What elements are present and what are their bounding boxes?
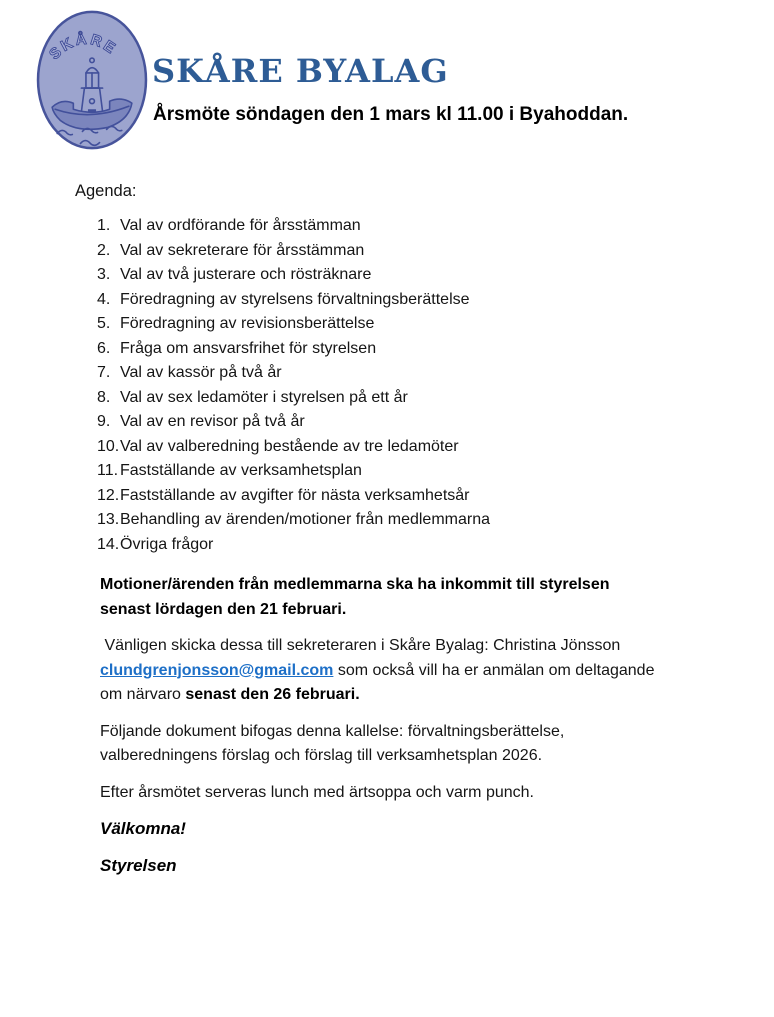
motions-deadline-paragraph <box>100 573 747 622</box>
agenda-item-number: 2. <box>97 241 111 259</box>
agenda-item-number: 13. <box>97 511 120 528</box>
agenda-item-text: Fastställande av verksamhetsplan <box>120 462 362 479</box>
page-title: SKÅRE BYALAG <box>152 52 449 90</box>
skare-byalag-logo <box>35 9 149 151</box>
agenda-item-number: 1. <box>97 217 111 234</box>
paragraph-line <box>100 659 747 684</box>
agenda-item <box>97 508 747 533</box>
rsvp-deadline: senast den 26 februari. <box>185 686 360 703</box>
paragraph-line: Följande dokument bifogas denna kallelse: förvaltningsberättelse, <box>100 722 565 740</box>
agenda-item-text: Val av valberedning bestående av tre ledamöter <box>120 437 459 455</box>
agenda-item <box>97 263 747 288</box>
agenda-item <box>97 312 747 337</box>
agenda-item-text: Fastställande av avgifter för nästa verksamhetsår <box>120 486 470 504</box>
agenda-item-text: Behandling av ärenden/motioner från medlemmarna <box>120 511 490 528</box>
agenda-item <box>97 337 747 362</box>
paragraphs <box>100 573 747 878</box>
agenda-item-text: Fråga om ansvarsfrihet för styrelsen <box>120 339 377 357</box>
agenda-item-text: Val av två justerare och rösträknare <box>120 266 372 283</box>
paragraph-line: Motioner/ärenden från medlemmarna ska ha inkommit till styrelsen <box>100 576 610 593</box>
agenda-item-text: Föredragning av revisionsberättelse <box>120 315 375 332</box>
agenda-item-number: 10. <box>97 437 120 455</box>
agenda-item-number: 11. <box>97 462 119 479</box>
paragraph-line: Efter årsmötet serveras lunch med ärtsoppa och varm punch. <box>100 783 534 801</box>
welcome-signoff: Välkomna! <box>100 819 186 838</box>
agenda-item <box>97 214 747 239</box>
email-link[interactable]: clundgrenjonsson@gmail.com <box>100 661 334 679</box>
agenda-item-text: Val av kassör på två år <box>120 364 282 381</box>
agenda-item-text: Val av sekreterare för årsstämman <box>120 241 365 259</box>
paragraph-line <box>100 683 747 708</box>
attachments-paragraph <box>100 720 747 769</box>
agenda-item <box>97 484 747 509</box>
logo-arc-text: SKÅRE <box>46 30 121 64</box>
agenda-item-number: 8. <box>97 388 111 406</box>
logo-svg <box>35 9 149 151</box>
agenda-item <box>97 361 747 386</box>
paragraph-line: valberedningens förslag och förslag till verksamhetsplan 2026. <box>100 747 543 764</box>
agenda-item <box>97 239 747 264</box>
agenda-item <box>97 459 747 484</box>
agenda-item <box>97 410 747 435</box>
agenda-item-number: 9. <box>97 413 111 430</box>
agenda-item-number: 5. <box>97 315 111 332</box>
agenda-item-text: Föredragning av styrelsens förvaltningsberättelse <box>120 290 470 308</box>
paragraph-line: Vänligen skicka dessa till sekreteraren i Skåre Byalag: Christina Jönsson <box>100 637 621 654</box>
agenda-item-text: Val av en revisor på två år <box>120 413 305 430</box>
agenda-item <box>97 288 747 313</box>
agenda-list <box>75 214 747 557</box>
contact-text: om närvaro <box>100 686 186 703</box>
paragraph-line: senast lördagen den 21 februari. <box>100 600 347 618</box>
contact-paragraph <box>100 634 747 708</box>
meeting-subtitle: Årsmöte söndagen den 1 mars kl 11.00 i Byahoddan. <box>153 104 629 125</box>
agenda-item-number: 14. <box>97 535 120 553</box>
agenda-item-number: 6. <box>97 339 111 357</box>
agenda-item <box>97 533 747 558</box>
agenda-item <box>97 435 747 460</box>
board-signature: Styrelsen <box>100 855 177 875</box>
agenda-item-text: Övriga frågor <box>120 535 214 553</box>
lunch-paragraph <box>100 781 747 806</box>
document-body <box>75 182 747 890</box>
agenda-item-number: 3. <box>97 266 111 283</box>
contact-text: som också vill ha er anmälan om deltagande <box>333 661 655 679</box>
agenda-item-number: 4. <box>97 290 111 308</box>
agenda-item-number: 7. <box>97 364 111 381</box>
agenda-item-number: 12. <box>97 486 120 504</box>
agenda-item-text: Val av ordförande för årsstämman <box>120 217 361 234</box>
agenda-item <box>97 386 747 411</box>
agenda-heading: Agenda: <box>75 182 137 200</box>
agenda-item-text: Val av sex ledamöter i styrelsen på ett år <box>120 388 408 406</box>
